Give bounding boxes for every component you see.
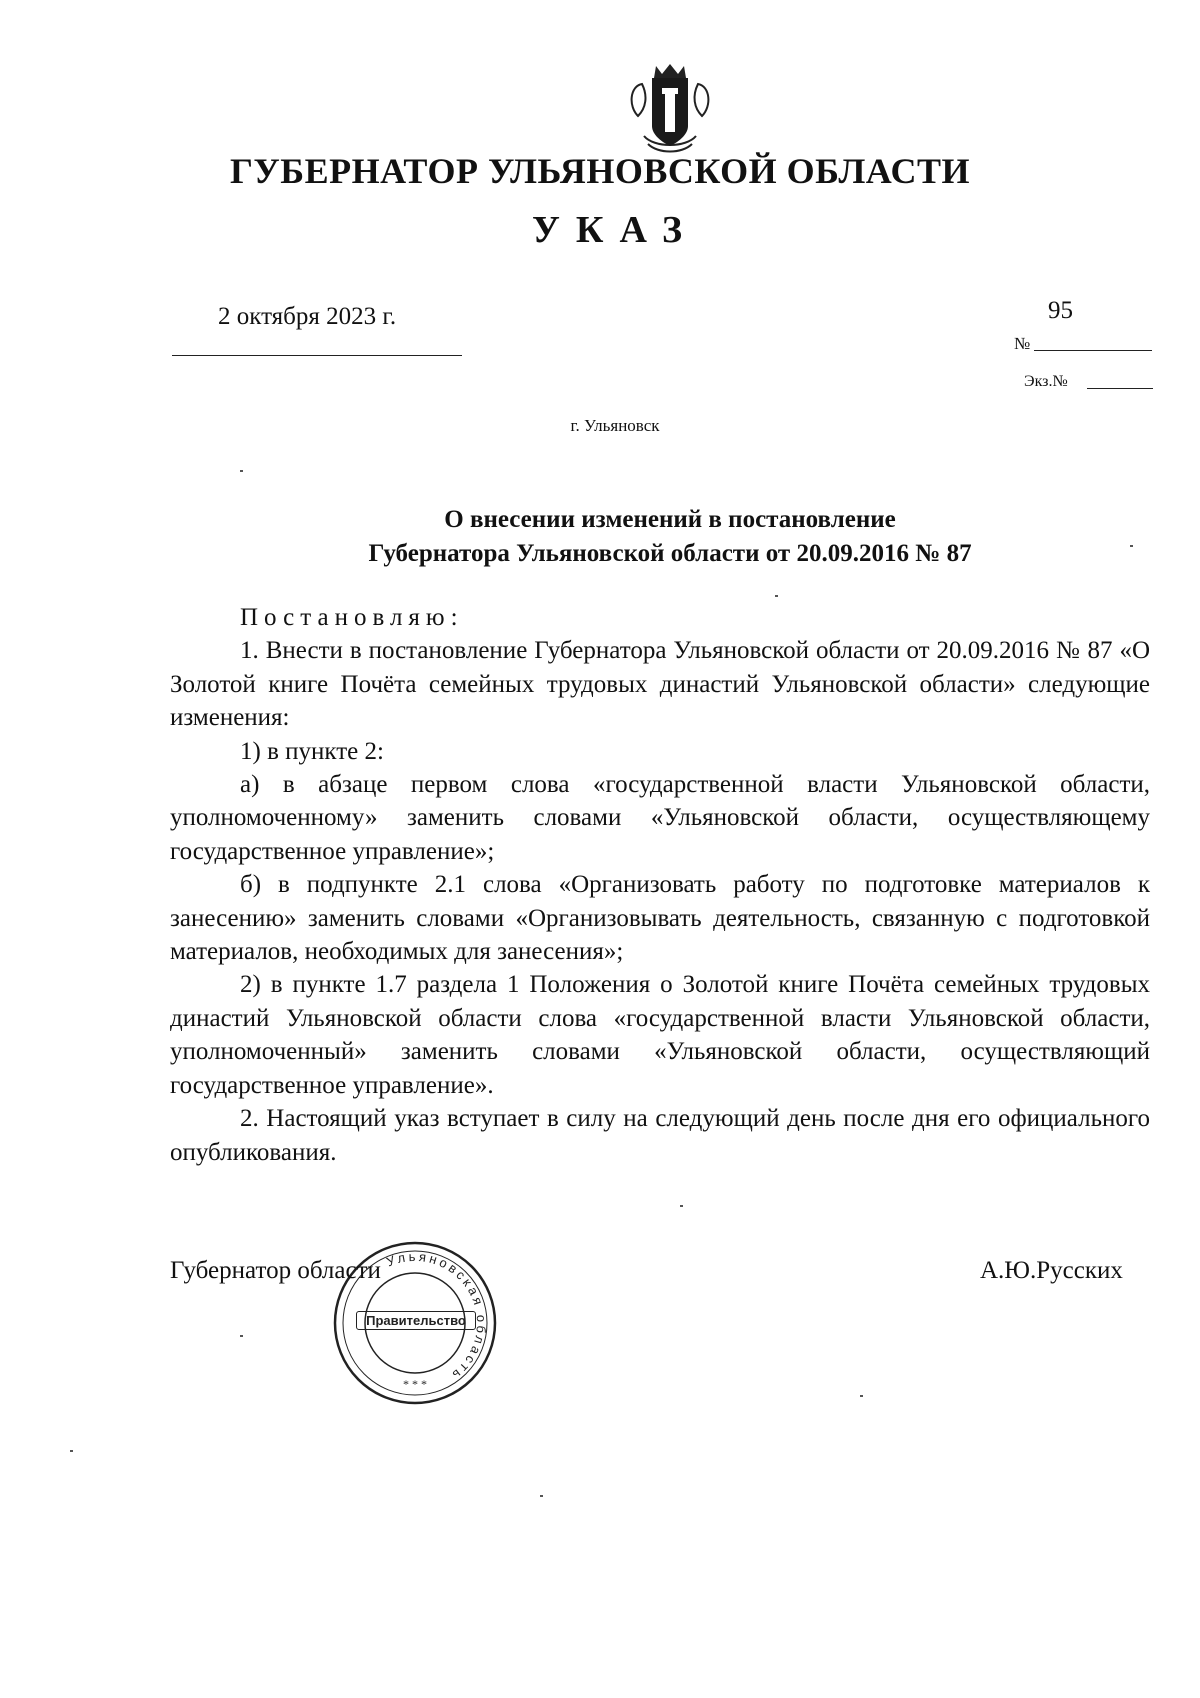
title-line-1: О внесении изменений в постановление	[444, 506, 896, 533]
scan-speck	[860, 1395, 863, 1397]
paragraph-1-1-b: б) в подпункте 2.1 слова «Организовать работу по подготовке материалов к занесению» заменить словами «Организовывать деятельность, связанную с подготовкой материалов, необходимых для занесения»;	[170, 871, 1150, 966]
paragraph-1-1-a: а) в абзаце первом слова «государственной власти Ульяновской области, уполномоченному» заменить словами «Ульяновской области, осуществляющему государственное управление»;	[170, 771, 1150, 865]
document-body	[170, 601, 1150, 1169]
number-label: №	[1014, 334, 1031, 353]
copy-number-label: Экз.№	[1024, 373, 1068, 390]
scan-speck	[680, 1205, 683, 1207]
paragraph-1-2: 2) в пункте 1.7 раздела 1 Положения о Золотой книге Почёта семейных трудовых династий Ульяновской области слова «государственной власти Ульяновской области, уполномоченный» заменить словами «Ульяновской области, осуществляющий государственное управление».	[170, 971, 1150, 1099]
paragraph-2: 2. Настоящий указ вступает в силу на следующий день после дня его официального опубликования.	[170, 1105, 1150, 1166]
decree-word: Постановляю:	[240, 604, 464, 631]
scan-speck	[775, 595, 778, 597]
date-underline	[172, 355, 462, 356]
paragraph-1-1: 1) в пункте 2:	[240, 737, 384, 765]
scan-speck	[240, 470, 243, 472]
signatory-position: Губернатор области	[170, 1257, 381, 1284]
coat-of-arms-icon	[618, 56, 722, 160]
document-date: 2 октября 2023 г.	[218, 303, 397, 330]
issuing-authority: ГУБЕРНАТОР УЛЬЯНОВСКОЙ ОБЛАСТИ	[229, 151, 971, 191]
title-line-2: Губернатора Ульяновской области от 20.09.2016 № 87	[368, 540, 972, 567]
document-title	[170, 503, 1170, 571]
copy-number-underline	[1087, 388, 1153, 389]
paragraph-1: 1. Внести в постановление Губернатора Ульяновской области от 20.09.2016 № 87 «О Золотой книге Почёта семейных трудовых династий Ульяновской области» следующие изменения:	[170, 637, 1150, 732]
scan-speck	[70, 1450, 73, 1452]
number-underline	[1034, 350, 1152, 351]
seal-ring-text: Ульяновская область	[384, 1248, 490, 1385]
scan-speck	[240, 1335, 243, 1337]
document-number: 95	[1048, 297, 1073, 324]
svg-text:* * *: * * *	[403, 1377, 427, 1391]
seal-center-text: Правительство	[356, 1311, 476, 1330]
scan-speck	[540, 1495, 543, 1497]
scan-speck	[1130, 545, 1133, 547]
issue-city: г. Ульяновск	[570, 416, 660, 435]
signatory-name: А.Ю.Русских	[980, 1257, 1123, 1284]
document-type: УКАЗ	[532, 209, 698, 251]
